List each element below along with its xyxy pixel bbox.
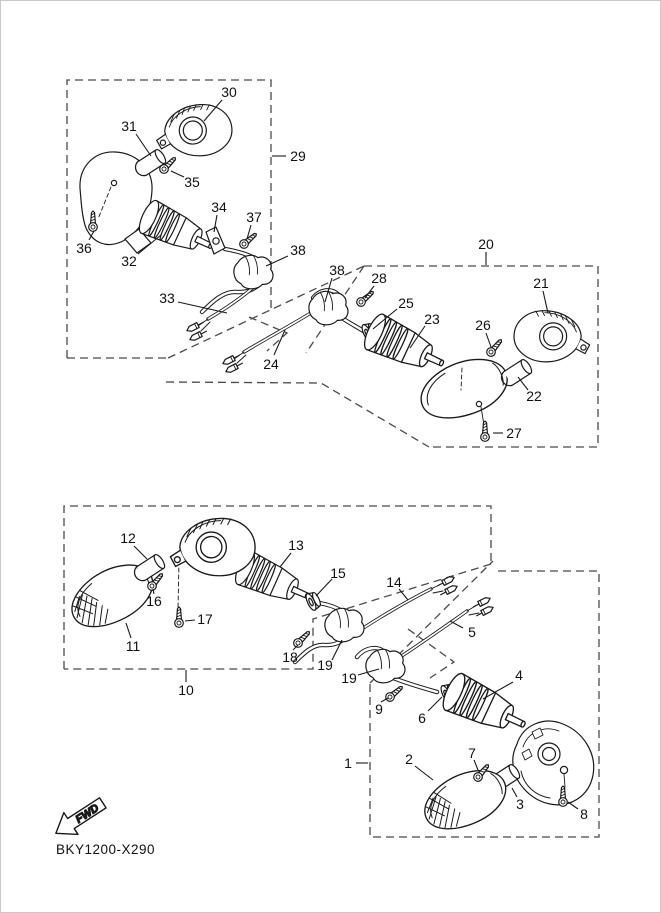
callout-32: 32: [121, 253, 137, 269]
leader-line-2: [415, 766, 433, 780]
leader-line-5: [450, 621, 463, 628]
socket-body-32: [136, 198, 220, 263]
leader-line-11: [126, 623, 131, 638]
screw-18: [292, 629, 312, 649]
callout-11: 11: [125, 638, 141, 654]
callout-25: 25: [398, 295, 414, 311]
callout-31: 31: [121, 118, 137, 134]
assembly-rear-flasher-left: [80, 102, 365, 375]
callout-24: 24: [263, 356, 279, 372]
callout-30: 30: [221, 84, 237, 100]
callout-27: 27: [506, 425, 522, 441]
callout-29: 29: [290, 148, 306, 164]
callout-22: 22: [526, 388, 542, 404]
callout-23: 23: [424, 311, 440, 327]
fwd-arrow-icon: [49, 792, 110, 844]
leader-line-7: [474, 760, 478, 770]
leader-line-17: [185, 620, 195, 621]
callout-19: 19: [317, 657, 333, 673]
screw-9: [384, 683, 405, 703]
callout-34: 34: [211, 199, 227, 215]
callout-12: 12: [120, 530, 136, 546]
callout-17: 17: [197, 611, 213, 627]
callout-4: 4: [515, 667, 523, 683]
callout-1: 1: [344, 755, 352, 771]
leader-line-26: [486, 333, 491, 347]
callout-8: 8: [580, 806, 588, 822]
callout-26: 26: [475, 317, 491, 333]
callout-6: 6: [418, 710, 426, 726]
assembly-rear-flasher-right: [355, 288, 592, 441]
parts-artwork: [62, 102, 594, 841]
callout-14: 14: [386, 574, 402, 590]
callout-38: 38: [329, 262, 345, 278]
leader-line-35: [171, 171, 184, 177]
callout-19: 19: [341, 670, 357, 686]
callout-7: 7: [468, 745, 476, 761]
bullet-terminal: [186, 320, 205, 333]
leader-line-21: [543, 291, 548, 313]
callout-9: 9: [375, 701, 383, 717]
callout-36: 36: [76, 240, 92, 256]
callout-35: 35: [184, 174, 200, 190]
bullet-terminal: [222, 353, 241, 366]
diagram-code: BKY1200-X290: [56, 842, 156, 857]
callout-18: 18: [282, 649, 298, 665]
callout-16: 16: [146, 593, 162, 609]
fwd-label: FWD: [73, 802, 102, 826]
callout-37: 37: [246, 209, 262, 225]
leader-line-6: [428, 697, 442, 711]
band-top-lower-edge: [166, 382, 429, 447]
leader-line-15: [316, 579, 332, 596]
bullet-terminal: [475, 605, 494, 618]
leader-line-31: [136, 134, 151, 156]
housing-21: [512, 309, 591, 365]
callout-15: 15: [330, 565, 346, 581]
screw-26: [485, 337, 505, 358]
leader-line-8: [568, 802, 578, 809]
bullet-terminal: [439, 584, 458, 597]
callout-28: 28: [371, 270, 387, 286]
callout-38: 38: [290, 242, 306, 258]
damper-clamp-19: [322, 604, 366, 645]
callout-2: 2: [405, 751, 413, 767]
screw-17: [175, 607, 184, 627]
callout-13: 13: [288, 537, 304, 553]
callout-33: 33: [159, 290, 175, 306]
callout-21: 21: [533, 275, 549, 291]
callout-5: 5: [468, 624, 476, 640]
screw-27: [481, 421, 490, 441]
callout-10: 10: [178, 682, 194, 698]
flasher-light-parts-diagram: [1, 1, 661, 913]
leader-line-13: [280, 553, 291, 567]
collar-15: [304, 590, 322, 611]
callout-20: 20: [478, 236, 494, 252]
callout-3: 3: [516, 796, 524, 812]
housing-30: [153, 102, 234, 161]
damper-clamp-38: [231, 251, 275, 292]
leader-line-12: [134, 546, 147, 559]
